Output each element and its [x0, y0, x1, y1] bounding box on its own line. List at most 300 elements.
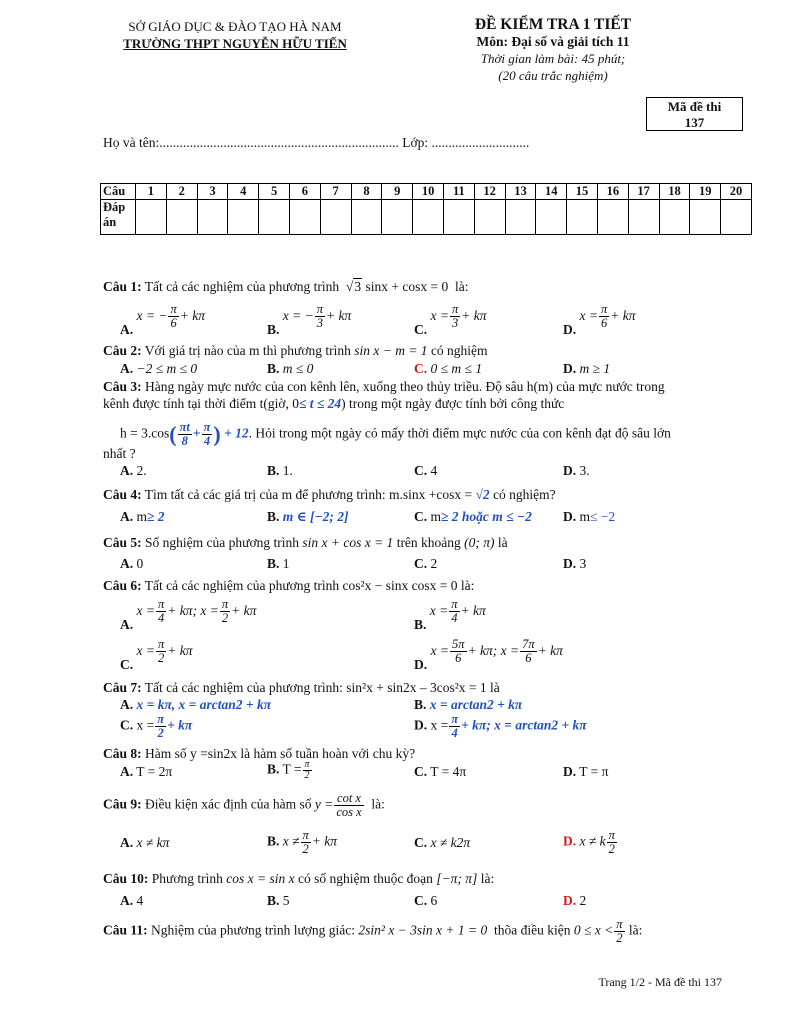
fraction — [450, 303, 460, 330]
interval: [−π; π] — [436, 871, 478, 886]
answer-table-header-row — [101, 184, 752, 200]
fraction — [301, 829, 311, 856]
interval: (0; π) — [464, 535, 495, 550]
question-3 — [103, 379, 728, 412]
option-label: A. — [120, 697, 134, 712]
math-suffix: + kπ — [461, 307, 487, 323]
option-label: A. — [120, 361, 134, 376]
fraction — [334, 792, 363, 819]
question-text: kênh được tính tại thời điểm t(giờ, 0 — [103, 396, 299, 411]
question-label: Câu 7: — [103, 680, 142, 695]
fraction-denominator: 3 — [316, 316, 323, 330]
answer-cell[interactable] — [536, 200, 567, 235]
option-math — [136, 302, 205, 330]
question-tail: có nghiệm? — [493, 487, 556, 502]
option-value: 1. — [282, 463, 293, 478]
answer-cell[interactable] — [228, 200, 259, 235]
answer-number: 10 — [413, 184, 444, 200]
option-prefix: m — [579, 509, 591, 524]
question-9 — [103, 792, 385, 819]
option-label: A. — [120, 463, 134, 478]
option-label: B. — [267, 556, 280, 571]
answer-cell[interactable] — [197, 200, 228, 235]
option-value: x ≠ kπ — [136, 835, 170, 850]
option-label: C. — [120, 656, 134, 672]
question-tail: là: — [371, 796, 385, 812]
option-d[interactable] — [563, 509, 615, 525]
fraction-numerator: cot x — [334, 792, 363, 806]
math-suffix: + kπ — [460, 602, 486, 618]
option-label: D. — [563, 321, 577, 337]
option-label: C. — [414, 321, 428, 337]
option-label: C. — [414, 361, 428, 376]
option-d[interactable] — [563, 463, 590, 479]
equation-prefix: y = — [314, 796, 334, 812]
math-prefix: x = — [579, 307, 598, 323]
question-tail: là: — [460, 578, 475, 593]
option-value: 5 — [282, 893, 290, 908]
option-label: C. — [414, 835, 428, 850]
answer-number: 1 — [136, 184, 167, 200]
option-label: A. — [120, 764, 134, 779]
answer-cell[interactable] — [289, 200, 320, 235]
answer-row-label: Đáp án — [101, 200, 136, 235]
answer-number: 4 — [228, 184, 259, 200]
exam-title: ĐỀ KIỂM TRA 1 TIẾT — [474, 16, 632, 33]
equation: cos x = sin x — [226, 871, 295, 886]
exam-time: Thời gian làm bài: 45 phút; — [480, 51, 626, 66]
answer-cell[interactable] — [567, 200, 598, 235]
answer-number: 13 — [505, 184, 536, 200]
question-mid: có số nghiệm thuộc đoạn — [297, 871, 433, 886]
option-c[interactable] — [414, 893, 437, 909]
formula-constant: + 12 — [224, 425, 249, 441]
question-tail: là: — [454, 279, 469, 294]
option-math — [136, 597, 257, 625]
math-prefix: x = — [430, 307, 449, 323]
math-prefix: x = — [136, 642, 155, 658]
question-label: Câu 10: — [103, 871, 149, 886]
option-value: 0 — [136, 556, 144, 571]
option-label: A. — [120, 556, 134, 571]
option-d[interactable] — [563, 893, 586, 909]
option-c[interactable] — [414, 764, 466, 780]
fraction-denominator: cos x — [336, 805, 362, 819]
sqrt-radicand: 3 — [354, 279, 362, 294]
answer-table-answer-row — [101, 200, 752, 235]
option-d[interactable] — [414, 637, 563, 672]
math-suffix: + kπ — [179, 307, 205, 323]
option-value: T = π — [579, 764, 609, 779]
option-value: ≤ −2 — [590, 509, 616, 524]
fraction-numerator: π — [451, 712, 459, 726]
option-value: 4 — [136, 893, 144, 908]
option-b[interactable] — [267, 760, 313, 781]
fraction — [202, 421, 213, 448]
question-8 — [103, 746, 415, 762]
option-label: B. — [267, 761, 280, 777]
option-value: 4 — [430, 463, 438, 478]
answer-number: 14 — [536, 184, 567, 200]
question-4 — [103, 487, 556, 503]
fraction-numerator: π — [221, 597, 229, 611]
answer-table — [100, 183, 752, 235]
fraction-numerator: π — [451, 597, 458, 611]
answer-cell[interactable] — [721, 200, 752, 235]
option-label: D. — [563, 509, 577, 524]
header-right — [420, 16, 686, 84]
option-label: D. — [414, 656, 428, 672]
option-suffix: + kπ — [167, 717, 193, 733]
department-name: SỞ GIÁO DỤC & ĐÀO TẠO HÀ NAM — [128, 19, 342, 34]
question-label: Câu 5: — [103, 535, 142, 550]
answer-cell[interactable] — [659, 200, 690, 235]
fraction — [155, 713, 166, 740]
question-label: Câu 3: — [103, 379, 142, 394]
option-label: D. — [563, 764, 577, 779]
fraction-denominator: 6 — [455, 651, 462, 665]
fraction — [178, 421, 192, 448]
option-b[interactable] — [267, 463, 293, 479]
option-b[interactable] — [414, 697, 522, 713]
answer-number: 2 — [166, 184, 197, 200]
question-label: Câu 9: — [103, 796, 142, 812]
option-value: x ≠ k2π — [430, 835, 471, 850]
option-label: B. — [267, 463, 280, 478]
option-suffix: + kπ — [311, 833, 338, 849]
fraction — [450, 638, 467, 665]
question-5 — [103, 535, 508, 551]
answer-cell[interactable] — [597, 200, 628, 235]
question-text: Tất cả các nghiệm của phương trình: sin²x + sin2x – 3cos²x = 1 là — [144, 680, 500, 695]
option-value: 2. — [136, 463, 147, 478]
option-c[interactable] — [414, 509, 532, 525]
option-value: ≥ 2 hoặc m ≤ −2 — [441, 509, 532, 524]
answer-number: 20 — [721, 184, 752, 200]
fraction — [156, 598, 166, 625]
option-value: x = arctan2 + kπ — [429, 697, 523, 712]
option-c[interactable] — [414, 302, 487, 337]
fraction — [168, 303, 178, 330]
option-math — [136, 637, 193, 665]
question-mid: thõa điều kiện — [494, 922, 571, 938]
math-middle: + kπ; x = — [167, 602, 219, 618]
question-tail: là: — [480, 871, 495, 886]
question-text: . Hỏi trong một ngày có mấy thời điểm mực nước của con kênh đạt độ sâu lớn — [248, 425, 671, 441]
answer-number: 18 — [659, 184, 690, 200]
answer-cell[interactable] — [166, 200, 197, 235]
fraction-denominator: 6 — [170, 316, 177, 330]
fraction-denominator: 2 — [221, 611, 229, 625]
option-a[interactable] — [120, 835, 169, 851]
question-text: ) trong một ngày được tính bởi công thức — [341, 396, 565, 411]
option-c[interactable] — [414, 556, 437, 572]
math-prefix: x = − — [282, 307, 314, 323]
option-d[interactable] — [563, 556, 586, 572]
option-c[interactable] — [120, 637, 193, 672]
fraction-denominator: 4 — [451, 726, 458, 740]
option-prefix: m — [136, 509, 148, 524]
option-prefix: x ≠ k — [579, 833, 606, 849]
fraction — [599, 303, 609, 330]
formula-prefix: h = 3.cos — [120, 425, 170, 441]
option-label: B. — [414, 697, 427, 712]
option-a[interactable] — [120, 509, 165, 525]
answer-number: 5 — [259, 184, 290, 200]
fraction-denominator: 4 — [203, 434, 211, 448]
option-d[interactable] — [414, 713, 587, 740]
fraction-numerator: π — [616, 917, 623, 931]
question-text: Tất cả các nghiệm của phương trình — [144, 279, 340, 294]
exam-code-box — [646, 97, 743, 131]
option-label: A. — [120, 321, 134, 337]
option-a[interactable] — [120, 302, 205, 337]
answer-number: 12 — [474, 184, 505, 200]
question-1 — [103, 279, 468, 295]
option-label: C. — [414, 463, 428, 478]
math-prefix: x = — [429, 602, 449, 618]
question-text: Nghiệm của phương trình lượng giác: — [151, 922, 356, 938]
equation: sin x + cos x = 1 — [302, 535, 394, 550]
answer-table-row-label: Câu — [101, 184, 136, 200]
option-prefix: m — [430, 509, 442, 524]
fraction — [156, 638, 166, 665]
option-value: m ≥ 1 — [579, 361, 611, 376]
option-prefix: x ≠ — [282, 833, 300, 849]
option-suffix: + kπ; x = arctan2 + kπ — [461, 717, 587, 733]
option-d[interactable] — [563, 764, 608, 780]
fraction-numerator: π — [157, 712, 165, 726]
option-label: B. — [267, 893, 280, 908]
option-label: A. — [120, 893, 134, 908]
question-2 — [103, 343, 488, 359]
option-value: T = 4π — [430, 764, 467, 779]
sqrt-expression: √3 — [342, 279, 362, 294]
answer-cell[interactable] — [382, 200, 413, 235]
student-info-line: Họ và tên:....................................................................... Lớp: ............................. — [103, 135, 530, 150]
answer-number: 17 — [628, 184, 659, 200]
fraction-numerator: π — [157, 637, 165, 651]
answer-number: 6 — [289, 184, 320, 200]
question-text: Số nghiệm của phương trình — [145, 535, 299, 550]
option-b[interactable] — [267, 556, 290, 572]
answer-cell[interactable] — [320, 200, 351, 235]
option-label: C. — [414, 556, 428, 571]
option-prefix: x = — [136, 717, 155, 733]
option-label: B. — [267, 361, 280, 376]
fraction-denominator: 2 — [157, 726, 164, 740]
option-label: A. — [120, 835, 134, 850]
answer-cell[interactable] — [136, 200, 167, 235]
question-label: Câu 8: — [103, 746, 142, 761]
fraction-denominator: 4 — [157, 611, 165, 625]
fraction-denominator: 8 — [181, 434, 188, 448]
option-label: D. — [563, 833, 577, 849]
option-b[interactable] — [267, 893, 290, 909]
fraction-denominator: 2 — [616, 931, 623, 945]
option-value: −2 ≤ m ≤ 0 — [136, 361, 198, 376]
equation: 2sin² x − 3sin x + 1 = 0 — [358, 922, 488, 938]
fraction-denominator: 3 — [451, 316, 459, 330]
option-c[interactable] — [414, 361, 482, 377]
fraction-denominator: 2 — [304, 770, 310, 781]
option-label: B. — [267, 321, 280, 337]
answer-cell[interactable] — [505, 200, 536, 235]
answer-number: 19 — [690, 184, 721, 200]
time-range: ≤ t ≤ 24 — [298, 396, 342, 411]
option-b[interactable] — [414, 597, 486, 632]
option-value: 3 — [579, 556, 587, 571]
fraction-numerator: π — [203, 420, 211, 434]
option-label: C. — [120, 717, 134, 733]
option-prefix: x = — [430, 717, 449, 733]
fraction-denominator: 2 — [157, 651, 165, 665]
fraction-numerator: π — [157, 597, 165, 611]
option-a[interactable] — [120, 597, 257, 632]
question-mid: trên khoảng — [396, 535, 461, 550]
option-b[interactable] — [267, 829, 337, 856]
fraction-numerator: πt — [179, 420, 190, 434]
equation-value: √2 — [475, 487, 490, 502]
option-c[interactable] — [414, 463, 437, 479]
question-text: Điều kiện xác định của hàm số — [145, 796, 312, 812]
question-label: Câu 1: — [103, 279, 142, 294]
math-prefix: x = − — [136, 307, 168, 323]
fraction — [520, 638, 537, 665]
option-value: 2 — [430, 556, 438, 571]
fraction-numerator: π — [170, 302, 177, 316]
math-suffix: + kπ — [610, 307, 636, 323]
option-a[interactable] — [120, 463, 147, 479]
option-label: D. — [563, 361, 577, 376]
option-math — [429, 597, 486, 625]
math-suffix: + kπ — [326, 307, 352, 323]
answer-number: 7 — [320, 184, 351, 200]
option-value: x = kπ, x = arctan2 + kπ — [136, 697, 272, 712]
option-value: m ∈ [−2; 2] — [282, 509, 349, 524]
option-label: D. — [563, 556, 577, 571]
option-value: 1 — [282, 556, 290, 571]
answer-number: 16 — [597, 184, 628, 200]
question-label: Câu 6: — [103, 578, 142, 593]
fraction — [303, 760, 312, 781]
exam-subject: Môn: Đại số và giải tích 11 — [476, 34, 630, 49]
option-value: T = 2π — [136, 764, 173, 779]
option-c[interactable] — [414, 835, 470, 851]
question-tail: là — [497, 535, 508, 550]
option-d[interactable] — [563, 829, 618, 856]
fraction-denominator: 2 — [608, 842, 615, 856]
question-text: Hàm số y =sin2x là hàm số tuần hoàn với chu kỳ? — [145, 746, 416, 761]
page-footer: Trang 1/2 - Mã đề thi 137 — [598, 975, 722, 989]
option-value: m ≤ 0 — [282, 361, 314, 376]
fraction — [220, 598, 230, 625]
answer-number: 9 — [382, 184, 413, 200]
option-b[interactable] — [267, 509, 349, 525]
question-3-formula: h = 3.cos( $\frac{\pi t}{8}$ + $\frac{\pi}{4}$ ) + 12. Hỏi trong một ngày có mấy thời điểm mực nước của con kênh đạt độ sâu lớn — [120, 420, 671, 448]
option-label: A. — [120, 616, 134, 632]
equation: sinx + cosx = 0 — [365, 279, 449, 294]
option-d[interactable] — [563, 361, 610, 377]
question-label: Câu 2: — [103, 343, 142, 358]
option-a[interactable] — [120, 361, 197, 377]
fraction-numerator: π — [304, 759, 310, 770]
option-label: A. — [120, 509, 134, 524]
option-a[interactable] — [120, 697, 271, 713]
option-math — [282, 302, 352, 330]
answer-cell[interactable] — [351, 200, 382, 235]
option-label: C. — [414, 893, 428, 908]
fraction-numerator: π — [451, 302, 459, 316]
equation: sin x − m = 1 — [354, 343, 428, 358]
fraction-denominator: 6 — [525, 651, 532, 665]
answer-number: 15 — [567, 184, 598, 200]
fraction-numerator: 7π — [522, 637, 535, 651]
question-label: Câu 4: — [103, 487, 142, 502]
fraction-numerator: π — [608, 828, 615, 842]
math-suffix: + kπ — [231, 602, 257, 618]
question-label: Câu 11: — [103, 922, 148, 938]
fraction-denominator: 6 — [600, 316, 608, 330]
answer-cell[interactable] — [259, 200, 290, 235]
option-prefix: T = — [282, 761, 302, 777]
option-math — [430, 637, 563, 665]
question-tail: có nghiệm — [430, 343, 488, 358]
answer-number: 11 — [443, 184, 474, 200]
paren-close: ) — [213, 421, 221, 447]
answer-cell[interactable] — [413, 200, 444, 235]
fraction-denominator: 2 — [302, 842, 309, 856]
option-value: ≥ 2 — [147, 509, 165, 524]
header-left — [90, 18, 380, 52]
option-b[interactable] — [267, 302, 352, 337]
question-3-tail: nhất ? — [103, 446, 136, 461]
answer-number: 3 — [197, 184, 228, 200]
answer-number: 8 — [351, 184, 382, 200]
option-label: C. — [414, 764, 428, 779]
option-b[interactable] — [267, 361, 313, 377]
math-middle: + kπ; x = — [467, 642, 520, 658]
answer-cell[interactable] — [628, 200, 659, 235]
option-math — [579, 302, 636, 330]
paren-open: ( — [169, 421, 177, 447]
option-a[interactable] — [120, 893, 143, 909]
option-label: B. — [267, 509, 280, 524]
option-math — [430, 302, 487, 330]
option-label: D. — [563, 893, 577, 908]
option-c[interactable] — [120, 713, 192, 740]
question-text: Tìm tất cả các giá trị của m để phương trình: m.sinx +cosx = — [144, 487, 473, 502]
fraction — [607, 829, 617, 856]
math-prefix: x = — [430, 642, 449, 658]
option-a[interactable] — [120, 556, 143, 572]
question-text: Tất cả các nghiệm của phương trình — [144, 578, 340, 593]
fraction — [315, 303, 325, 330]
math-suffix: + kπ — [537, 642, 563, 658]
option-label: D. — [563, 463, 577, 478]
question-6 — [103, 578, 474, 594]
answer-cell[interactable] — [443, 200, 474, 235]
question-tail: là: — [628, 922, 643, 938]
question-10 — [103, 871, 494, 887]
answer-cell[interactable] — [690, 200, 721, 235]
option-a[interactable] — [120, 764, 172, 780]
condition: 0 ≤ x < — [573, 922, 614, 938]
option-d[interactable] — [563, 302, 636, 337]
option-value: 2 — [579, 893, 587, 908]
answer-cell[interactable] — [474, 200, 505, 235]
exam-code-value: 137 — [684, 115, 705, 130]
